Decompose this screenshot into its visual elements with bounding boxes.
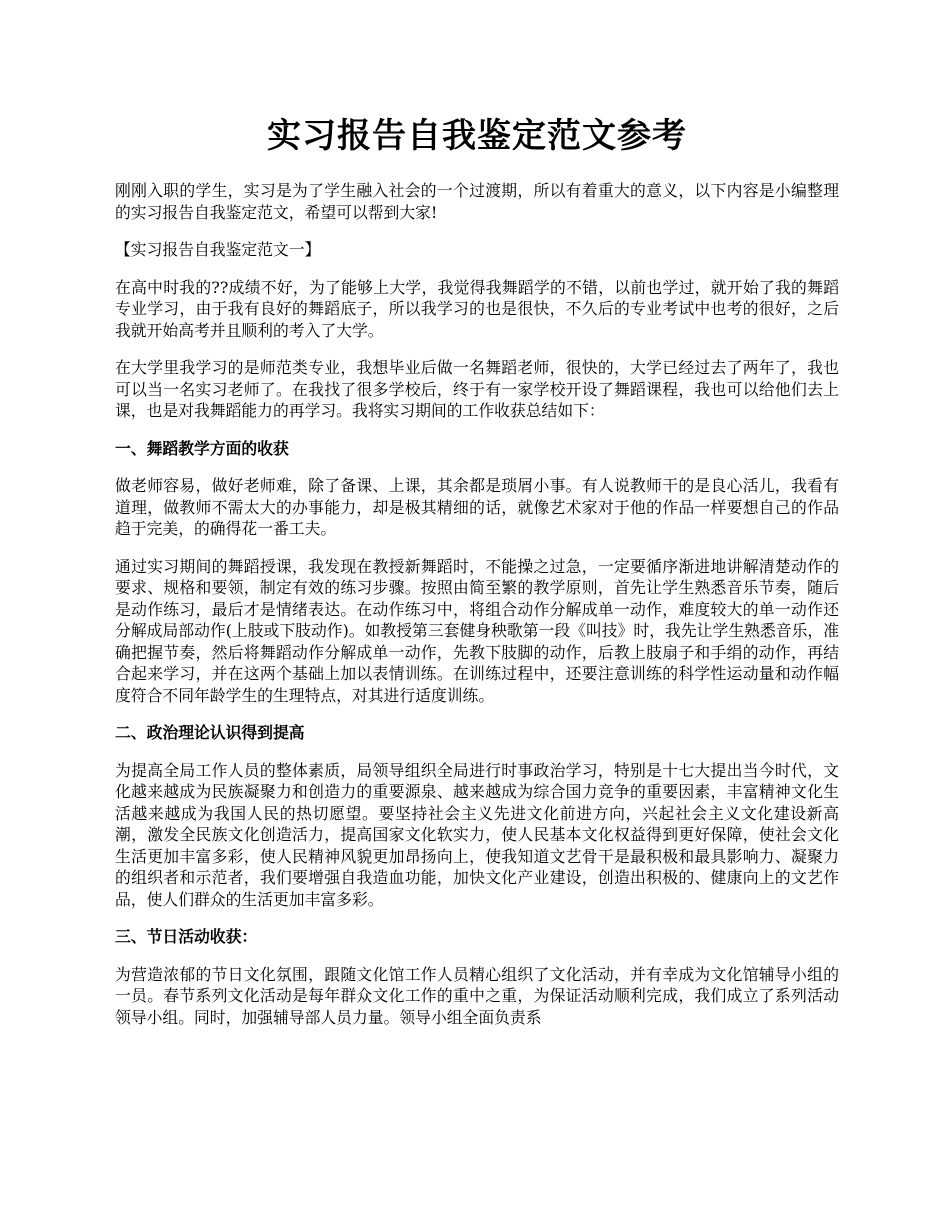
section-label: 【实习报告自我鉴定范文一】 — [115, 240, 321, 259]
heading-festival-activities: 三、节日活动收获： — [115, 927, 258, 946]
heading-political-theory: 二、政治理论认识得到提高 — [115, 723, 305, 742]
paragraph-6: 为营造浓郁的节日文化氛围，跟随文化馆工作人员精心组织了文化活动，并有幸成为文化馆辅导小组的一员。春节系列文化活动是每年群众文化工作的重中之重，为保证活动顺利完成，我们成立了系列活动领导小组。同时，加强辅导部人员力量。领导小组全面负责系 — [115, 964, 839, 1027]
paragraph-4: 通过实习期间的舞蹈授课，我发现在教授新舞蹈时，不能操之过急，一定要循序渐进地讲解清楚动作的要求、规格和要领，制定有效的练习步骤。按照由简至繁的教学原则，首先让学生熟悉音乐节奏，随后是动作练习，最后才是情绪表达。在动作练习中，将组合动作分解成单一动作，难度较大的单一动作还分解成局部动作(上肢或下肢动作)。如教授第三套健身秧歌第一段《叫技》时，我先让学生熟悉音乐，准确把握节奏，然后将舞蹈动作分解成单一动作，先教下肢脚的动作，后教上肢扇子和手绢的动作，再结合起来学习，并在这两个基础上加以表情训练。在训练过程中，还要注意训练的科学性运动量和动作幅度符合不同年龄学生的生理特点，对其进行适度训练。 — [115, 556, 839, 705]
intro-paragraph: 刚刚入职的学生，实习是为了学生融入社会的一个过渡期，所以有着重大的意义，以下内容是小编整理的实习报告自我鉴定范文，希望可以帮到大家! — [115, 181, 839, 222]
document-page — [115, 112, 839, 1044]
document-title: 实习报告自我鉴定范文参考 — [267, 116, 687, 156]
paragraph-1: 在高中时我的??成绩不好，为了能够上大学，我觉得我舞蹈学的不错，以前也学过，就开始了我的舞蹈专业学习，由于我有良好的舞蹈底子，所以我学习的也是很快，不久后的专业考试中也考的很好，之后我就开始高考并且顺利的考入了大学。 — [115, 277, 839, 340]
paragraph-2: 在大学里我学习的是师范类专业，我想毕业后做一名舞蹈老师，很快的，大学已经过去了两年了，我也可以当一名实习老师了。在我找了很多学校后，终于有一家学校开设了舞蹈课程，我也可以给他们去上课，也是对我舞蹈能力的再学习。我将实习期间的工作收获总结如下： — [115, 358, 839, 420]
paragraph-3: 做老师容易，做好老师难，除了备课、上课，其余都是琐屑小事。有人说教师干的是良心活儿，我看有道理，做教师不需太大的办事能力，却是极其精细的话，就像艺术家对于他的作品一样要想自己的作品趋于完美，的确得花一番工夫。 — [115, 476, 839, 538]
paragraph-5: 为提高全局工作人员的整体素质，局领导组织全局进行时事政治学习，特别是十七大提出当今时代，文化越来越成为民族凝聚力和创造力的重要源泉、越来越成为综合国力竞争的重要因素，丰富精神文化生活越来越成为我国人民的热切愿望。要坚持社会主义先进文化前进方向，兴起社会主义文化建设新高潮，激发全民族文化创造活力，提高国家文化软实力，使人民基本文化权益得到更好保障，使社会文化生活更加丰富多彩，使人民精神风貌更加昂扬向上，使我知道文艺骨干是最积极和最具影响力、凝聚力的组织者和示范者，我们要增强自我造血功能，加快文化产业建设，创造出积极的、健康向上的文艺作品，使人们群众的生活更加丰富多彩。 — [115, 760, 839, 909]
heading-dance-teaching: 一、舞蹈教学方面的收获 — [115, 438, 289, 458]
